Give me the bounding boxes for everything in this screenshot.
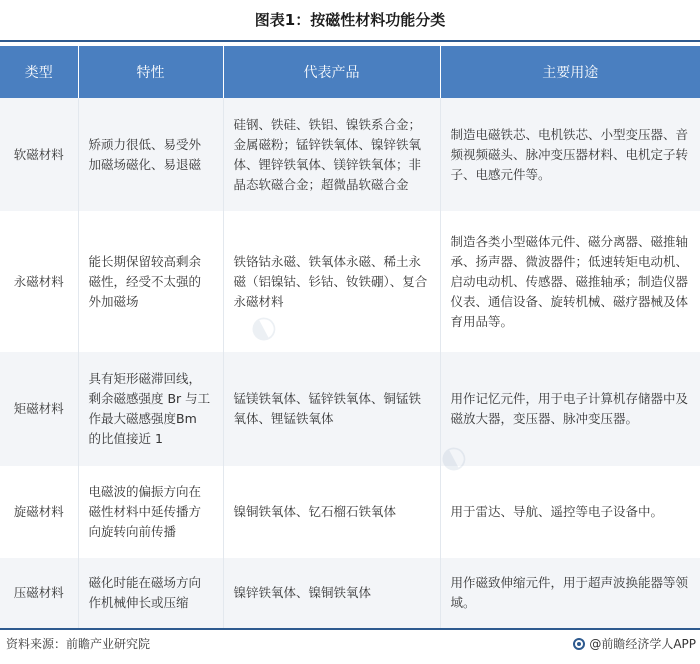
table-header-row [0, 46, 700, 98]
table-row [0, 98, 700, 211]
cell-products: 锰镁铁氧体、锰锌铁氧体、铜锰铁氧体、锂锰铁氧体 [223, 352, 440, 466]
cell-type: 压磁材料 [0, 558, 78, 628]
table-row [0, 466, 700, 558]
cell-uses: 用于雷达、导航、遥控等电子设备中。 [440, 466, 700, 558]
cell-products: 铁铬钴永磁、铁氧体永磁、稀土永磁（铝镍钴、钐钴、钕铁硼）、复合永磁材料 [223, 211, 440, 352]
cell-type: 旋磁材料 [0, 466, 78, 558]
table-row [0, 211, 700, 352]
header-products: 代表产品 [223, 46, 440, 98]
cell-uses: 制造各类小型磁体元件、磁分离器、磁推轴承、扬声器、微波器件；低速转矩电动机、启动电动机、传感器、磁推轴承；制造仪器仪表、通信设备、旋转机械、磁疗器械及体育用品等。 [440, 211, 700, 352]
cell-uses: 制造电磁铁芯、电机铁芯、小型变压器、音频视频磁头、脉冲变压器材料、电机定子转子、电感元件等。 [440, 98, 700, 211]
page-title: 图表1：按磁性材料功能分类 [254, 11, 446, 29]
cell-type: 矩磁材料 [0, 352, 78, 466]
brand-logo-icon [573, 638, 585, 650]
cell-feature: 能长期保留较高剩余磁性，经受不太强的外加磁场 [78, 211, 223, 352]
source-note: 资料来源：前瞻产业研究院 [6, 637, 151, 651]
cell-type: 软磁材料 [0, 98, 78, 211]
brand-footer [573, 634, 696, 654]
header-type: 类型 [0, 46, 78, 98]
classification-table [0, 46, 700, 628]
table-row [0, 352, 700, 466]
cell-feature: 矫顽力很低、易受外加磁场磁化、易退磁 [78, 98, 223, 211]
brand-text: @前瞻经济学人APP [589, 637, 696, 651]
bottom-divider [0, 628, 700, 630]
top-divider [0, 40, 700, 42]
cell-feature: 磁化时能在磁场方向作机械伸长或压缩 [78, 558, 223, 628]
cell-uses: 用作记忆元件，用于电子计算机存储器中及磁放大器，变压器、脉冲变压器。 [440, 352, 700, 466]
cell-products: 硅钢、铁硅、铁铝、镍铁系合金；金属磁粉；锰锌铁氧体、镍锌铁氧体、锂锌铁氧体、镁锌铁氧体；非晶态软磁合金；超微晶软磁合金 [223, 98, 440, 211]
cell-feature: 具有矩形磁滞回线，剩余磁感强度 Br 与工作最大磁感强度Bm 的比值接近 1 [78, 352, 223, 466]
header-uses: 主要用途 [440, 46, 700, 98]
cell-type: 永磁材料 [0, 211, 78, 352]
table-row [0, 558, 700, 628]
header-feature: 特性 [78, 46, 223, 98]
cell-products: 镍锌铁氧体、镍铜铁氧体 [223, 558, 440, 628]
cell-uses: 用作磁致伸缩元件，用于超声波换能器等领域。 [440, 558, 700, 628]
cell-feature: 电磁波的偏振方向在磁性材料中延传播方向旋转向前传播 [78, 466, 223, 558]
cell-products: 镍铜铁氧体、钇石榴石铁氧体 [223, 466, 440, 558]
